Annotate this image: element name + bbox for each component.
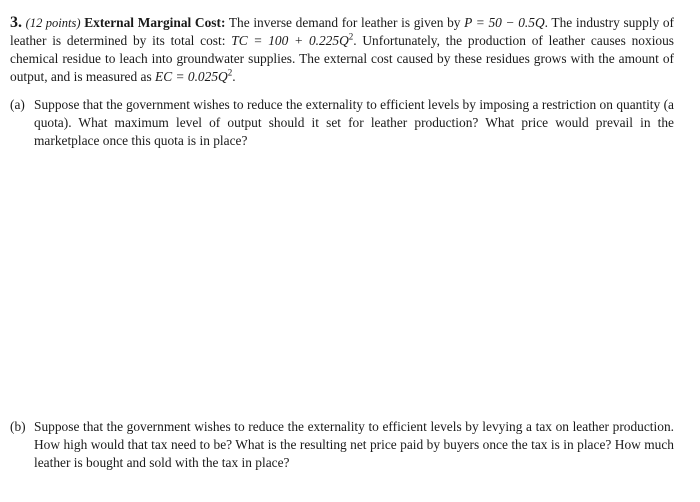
intro-text-4: .	[232, 69, 236, 84]
part-b	[10, 418, 674, 472]
part-b-label: (b)	[10, 419, 26, 434]
total-cost-exponent: 2	[348, 31, 354, 42]
intro-text-1: The inverse demand for leather is given by	[225, 15, 465, 30]
intro-text-3: . Unfortunately, the production of leather causes noxious chemical residue to leach into groundwater supplies. The external cost caused by these residues grows with the amount of output, and is measured as	[10, 33, 675, 84]
intro-text-2: . The industry supply of leather is determined by its total cost:	[10, 15, 675, 48]
question-number: 3.	[10, 14, 22, 31]
external-cost-equation: EC = 0.025Q	[155, 69, 228, 84]
external-cost-exponent: 2	[227, 67, 233, 78]
question-points: (12 points)	[25, 16, 81, 30]
question-title: External Marginal Cost:	[84, 15, 226, 30]
part-a-text: Suppose that the government wishes to reduce the externality to efficient levels by imposing a restriction on quantity (a quota). What maximum level of output should it set for leather production? What price would prevail in the marketplace once this quota is in place?	[34, 97, 674, 148]
part-a	[10, 96, 674, 150]
demand-equation: P = 50 − 0.5Q	[464, 15, 545, 30]
total-cost-equation: TC = 100 + 0.225Q	[231, 33, 349, 48]
part-b-text: Suppose that the government wishes to reduce the externality to efficient levels by levying a tax on leather production. How high would that tax need to be? What is the resulting net price paid by buyers once the tax is in place? How much leather is bought and sold with the tax in place?	[34, 419, 674, 470]
question-intro	[10, 14, 674, 86]
part-a-label: (a)	[10, 97, 25, 112]
